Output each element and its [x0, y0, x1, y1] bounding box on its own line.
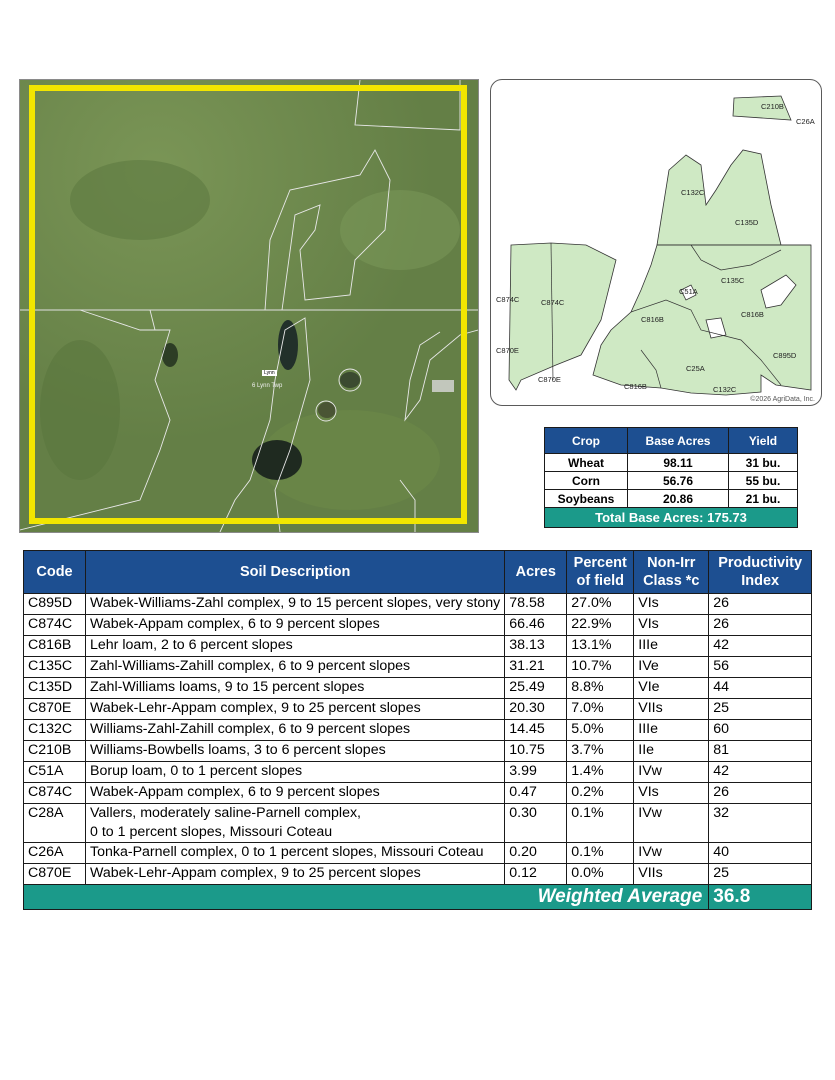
- soil-row: [24, 615, 812, 636]
- soil-class: VIe: [634, 678, 709, 699]
- soil-class: VIs: [634, 615, 709, 636]
- soil-map: [490, 79, 822, 406]
- soil-percent: 0.0%: [567, 864, 634, 885]
- soil-acres: 10.75: [505, 741, 567, 762]
- soil-row: [24, 864, 812, 885]
- crop-name: Wheat: [545, 454, 628, 472]
- class-header-line2: Class *c: [643, 573, 700, 589]
- soil-percent: 13.1%: [567, 636, 634, 657]
- class-header-line1: Non-Irr: [647, 555, 696, 571]
- aerial-photo: [19, 79, 479, 533]
- soil-productivity: 44: [709, 678, 812, 699]
- soil-productivity: 42: [709, 762, 812, 783]
- crop-base-acres: 20.86: [628, 490, 729, 508]
- class-header: [634, 551, 709, 594]
- soil-acres: 38.13: [505, 636, 567, 657]
- soil-percent: 7.0%: [567, 699, 634, 720]
- soil-code: C210B: [24, 741, 86, 762]
- soil-description: Williams-Zahl-Zahill complex, 6 to 9 percent slopes: [86, 720, 505, 741]
- soil-description-header-label: Soil Description: [239, 564, 351, 580]
- crop-base-acres: 56.76: [628, 472, 729, 490]
- soil-map-label-c816b-east: C816B: [741, 310, 764, 319]
- soil-row: [24, 594, 812, 615]
- soil-acres: 3.99: [505, 762, 567, 783]
- crop-base-acres-table: [544, 427, 798, 528]
- soil-row: [24, 762, 812, 783]
- soil-acres: 0.30: [505, 804, 567, 843]
- base-acres-header: Base Acres: [628, 428, 729, 454]
- acres-header-label: Acres: [515, 564, 556, 580]
- soil-map-label-c132c: C132C: [681, 188, 705, 197]
- soil-code: C51A: [24, 762, 86, 783]
- soil-code: C28A: [24, 804, 86, 843]
- soil-class: VIIs: [634, 864, 709, 885]
- soil-table: [23, 550, 812, 910]
- soil-description: Wabek-Williams-Zahl complex, 9 to 15 percent slopes, very stony: [86, 594, 505, 615]
- soil-productivity: 26: [709, 615, 812, 636]
- soil-class: IIIe: [634, 636, 709, 657]
- crop-row: [545, 454, 798, 472]
- soil-code: C132C: [24, 720, 86, 741]
- soil-map-label-c895d: C895D: [773, 351, 797, 360]
- percent-header-line1: Percent: [573, 555, 627, 571]
- soil-percent: 10.7%: [567, 657, 634, 678]
- soil-row: [24, 804, 812, 843]
- soil-description: Williams-Bowbells loams, 3 to 6 percent slopes: [86, 741, 505, 762]
- soil-productivity: 26: [709, 783, 812, 804]
- soil-code: C135D: [24, 678, 86, 699]
- soil-map-drawing: [491, 80, 821, 405]
- yield-header: Yield: [729, 428, 798, 454]
- soil-row: [24, 657, 812, 678]
- soil-map-label-c870e-edge: C870E: [496, 346, 519, 355]
- soil-productivity: 60: [709, 720, 812, 741]
- crop-table-header-row: [545, 428, 798, 454]
- crop-base-acres: 98.11: [628, 454, 729, 472]
- soil-map-label-c26a: C26A: [796, 117, 815, 126]
- soil-table-header-row: [24, 551, 812, 594]
- crop-row: [545, 472, 798, 490]
- soil-map-label-c874c-edge: C874C: [496, 295, 520, 304]
- soil-productivity: 42: [709, 636, 812, 657]
- soil-class: IIe: [634, 741, 709, 762]
- crop-yield: 21 bu.: [729, 490, 798, 508]
- soil-description-line1: Vallers, moderately saline-Parnell complex,: [90, 805, 361, 821]
- soil-percent: 1.4%: [567, 762, 634, 783]
- soil-percent: 0.1%: [567, 843, 634, 864]
- soil-productivity: 56: [709, 657, 812, 678]
- soil-description: [86, 804, 505, 843]
- crop-name: Corn: [545, 472, 628, 490]
- soil-class: IIIe: [634, 720, 709, 741]
- soil-row: [24, 783, 812, 804]
- code-header-label: Code: [36, 564, 73, 580]
- soil-acres: 66.46: [505, 615, 567, 636]
- percent-header-line2: of field: [576, 573, 625, 589]
- soil-row: [24, 636, 812, 657]
- soil-percent: 8.8%: [567, 678, 634, 699]
- soil-class: VIIs: [634, 699, 709, 720]
- soil-description-line2: 0 to 1 percent slopes, Missouri Coteau: [90, 824, 333, 840]
- weighted-average-value: 36.8: [709, 885, 812, 910]
- crop-row: [545, 490, 798, 508]
- soil-map-label-c135c: C135C: [721, 276, 745, 285]
- soil-map-label-c25a: C25A: [686, 364, 705, 373]
- crop-yield: 31 bu.: [729, 454, 798, 472]
- soil-class: IVe: [634, 657, 709, 678]
- weighted-average-row: [24, 885, 812, 910]
- soil-map-label-c816b: C816B: [641, 315, 664, 324]
- soil-acres: 78.58: [505, 594, 567, 615]
- soil-code: C816B: [24, 636, 86, 657]
- aerial-photo-drawing: [20, 80, 478, 532]
- soil-description: Wabek-Appam complex, 6 to 9 percent slopes: [86, 615, 505, 636]
- acres-header: [505, 551, 567, 594]
- soil-row: [24, 741, 812, 762]
- soil-productivity: 32: [709, 804, 812, 843]
- soil-table-body: [24, 594, 812, 885]
- soil-row: [24, 843, 812, 864]
- soil-code: C874C: [24, 615, 86, 636]
- soil-code: C870E: [24, 699, 86, 720]
- soil-description-header: [86, 551, 505, 594]
- soil-code: C135C: [24, 657, 86, 678]
- soil-map-label-c210b: C210B: [761, 102, 784, 111]
- soil-map-label-c132c-south: C132C: [713, 385, 737, 394]
- soil-productivity: 40: [709, 843, 812, 864]
- soil-code: C870E: [24, 864, 86, 885]
- soil-acres: 0.12: [505, 864, 567, 885]
- soil-acres: 14.45: [505, 720, 567, 741]
- soil-class: IVw: [634, 762, 709, 783]
- soil-description: Wabek-Lehr-Appam complex, 9 to 25 percent slopes: [86, 864, 505, 885]
- soil-productivity: 81: [709, 741, 812, 762]
- crop-name: Soybeans: [545, 490, 628, 508]
- soil-map-label-c135d: C135D: [735, 218, 759, 227]
- soil-percent: 27.0%: [567, 594, 634, 615]
- soil-map-label-c870e: C870E: [538, 375, 561, 384]
- soil-class: VIs: [634, 594, 709, 615]
- soil-map-label-c816b-south: C816B: [624, 382, 647, 391]
- aerial-place-label: Lynn: [264, 370, 275, 376]
- percent-header: [567, 551, 634, 594]
- soil-percent: 0.1%: [567, 804, 634, 843]
- code-header: [24, 551, 86, 594]
- soil-map-label-c51a: C51A: [679, 287, 698, 296]
- soil-description: Zahl-Williams loams, 9 to 15 percent slopes: [86, 678, 505, 699]
- soil-percent: 0.2%: [567, 783, 634, 804]
- aerial-road-label: 6 Lynn Twp: [252, 383, 283, 389]
- soil-map-label-c874c: C874C: [541, 298, 565, 307]
- total-base-acres: Total Base Acres: 175.73: [545, 508, 798, 528]
- soil-description: Wabek-Lehr-Appam complex, 9 to 25 percent slopes: [86, 699, 505, 720]
- soil-productivity: 25: [709, 864, 812, 885]
- soil-map-copyright: ©2026 AgriData, Inc.: [750, 396, 815, 403]
- soil-class: IVw: [634, 804, 709, 843]
- soil-class: IVw: [634, 843, 709, 864]
- soil-acres: 25.49: [505, 678, 567, 699]
- soil-percent: 5.0%: [567, 720, 634, 741]
- soil-class: VIs: [634, 783, 709, 804]
- soil-code: C895D: [24, 594, 86, 615]
- soil-row: [24, 699, 812, 720]
- crop-yield: 55 bu.: [729, 472, 798, 490]
- soil-percent: 22.9%: [567, 615, 634, 636]
- productivity-header-line2: Index: [741, 573, 780, 589]
- soil-description: Tonka-Parnell complex, 0 to 1 percent slopes, Missouri Coteau: [86, 843, 505, 864]
- crop-header: Crop: [545, 428, 628, 454]
- soil-acres: 0.20: [505, 843, 567, 864]
- weighted-average-label: Weighted Average: [24, 885, 709, 910]
- soil-acres: 31.21: [505, 657, 567, 678]
- productivity-header: [709, 551, 812, 594]
- soil-description: Wabek-Appam complex, 6 to 9 percent slopes: [86, 783, 505, 804]
- soil-row: [24, 678, 812, 699]
- productivity-header-line1: Productivity: [718, 555, 803, 571]
- soil-description: Borup loam, 0 to 1 percent slopes: [86, 762, 505, 783]
- crop-total-row: [545, 508, 798, 528]
- soil-code: C874C: [24, 783, 86, 804]
- soil-description: Lehr loam, 2 to 6 percent slopes: [86, 636, 505, 657]
- soil-description: Zahl-Williams-Zahill complex, 6 to 9 percent slopes: [86, 657, 505, 678]
- soil-acres: 20.30: [505, 699, 567, 720]
- soil-acres: 0.47: [505, 783, 567, 804]
- soil-productivity: 26: [709, 594, 812, 615]
- soil-row: [24, 720, 812, 741]
- soil-productivity: 25: [709, 699, 812, 720]
- soil-code: C26A: [24, 843, 86, 864]
- soil-percent: 3.7%: [567, 741, 634, 762]
